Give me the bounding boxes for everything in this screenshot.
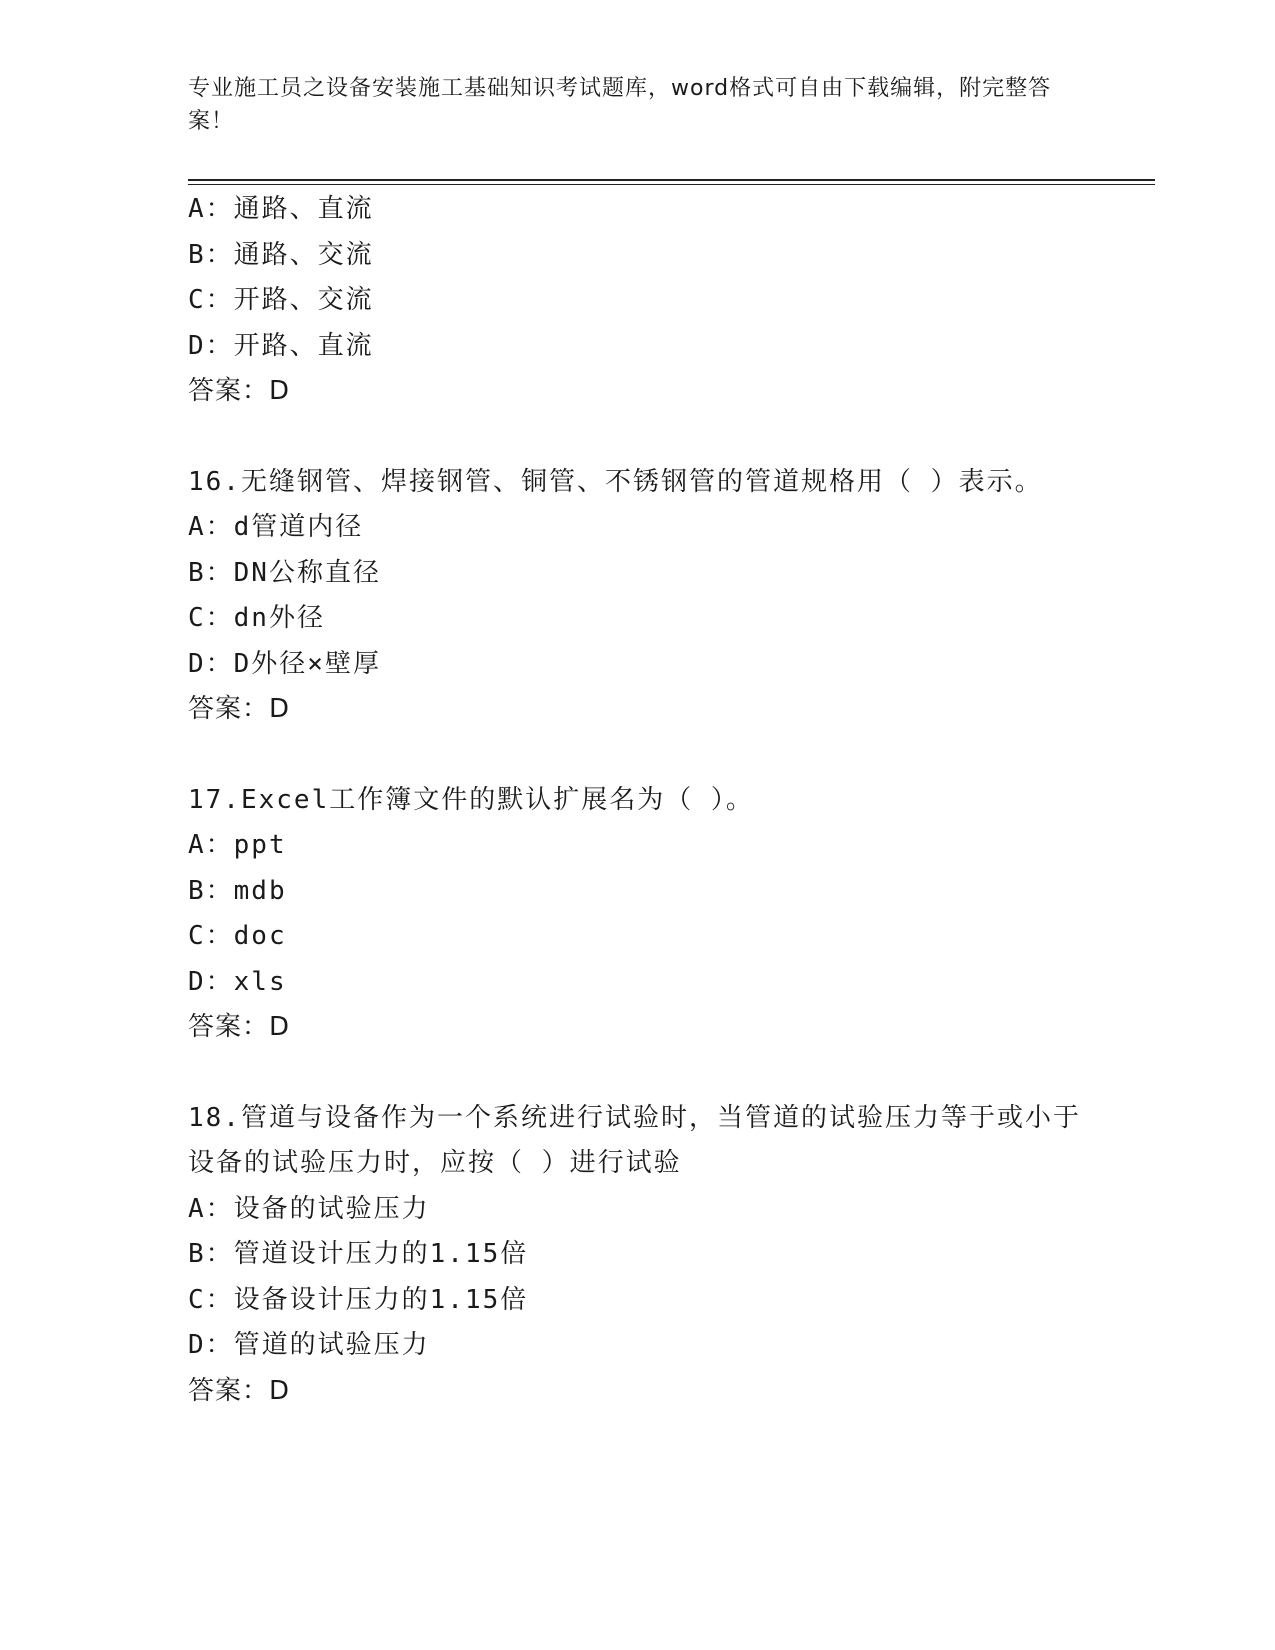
- question-stem: 17.Excel工作簿文件的默认扩展名为（ ）。: [188, 784, 754, 815]
- answer-line: 答案：D: [188, 1375, 291, 1406]
- option-a: A：通路、直流: [188, 194, 374, 224]
- option-a: A：ppt: [188, 830, 287, 860]
- answer-line: 答案：D: [188, 694, 291, 724]
- option-d: D：开路、直流: [188, 330, 374, 361]
- question-15-continued: [188, 187, 1088, 415]
- option-d: D：xls: [188, 966, 287, 997]
- question-16: [188, 460, 1088, 733]
- option-c: C：开路、交流: [188, 285, 374, 315]
- question-17: [188, 778, 1088, 1051]
- option-b: B：管道设计压力的1.15倍: [188, 1239, 529, 1269]
- answer-line: 答案：D: [188, 376, 291, 406]
- question-stem: 16.无缝钢管、焊接钢管、铜管、不锈钢管的管道规格用（ ）表示。: [188, 466, 1043, 497]
- question-list: [188, 187, 1088, 1414]
- header-divider: [188, 179, 1155, 181]
- option-a: A：设备的试验压力: [188, 1193, 430, 1224]
- option-c: C：doc: [188, 921, 287, 951]
- option-c: C：dn外径: [188, 603, 325, 633]
- option-b: B：mdb: [188, 875, 287, 906]
- question-stem: 18.管道与设备作为一个系统进行试验时，当管道的试验压力等于或小于设备的试验压力时，应按（ ）进行试验: [188, 1102, 1081, 1178]
- header-divider-thin: [188, 184, 1155, 185]
- option-d: D：D外径×壁厚: [188, 648, 381, 679]
- option-d: D：管道的试验压力: [188, 1330, 430, 1360]
- option-c: C：设备设计压力的1.15倍: [188, 1284, 529, 1315]
- answer-line: 答案：D: [188, 1012, 291, 1042]
- question-18: [188, 1096, 1088, 1415]
- option-b: B：DN公称直径: [188, 557, 381, 588]
- document-header: 专业施工员之设备安装施工基础知识考试题库，word格式可自由下载编辑，附完整答案！: [188, 76, 1052, 134]
- option-b: B：通路、交流: [188, 239, 374, 270]
- option-a: A：d管道内径: [188, 512, 364, 542]
